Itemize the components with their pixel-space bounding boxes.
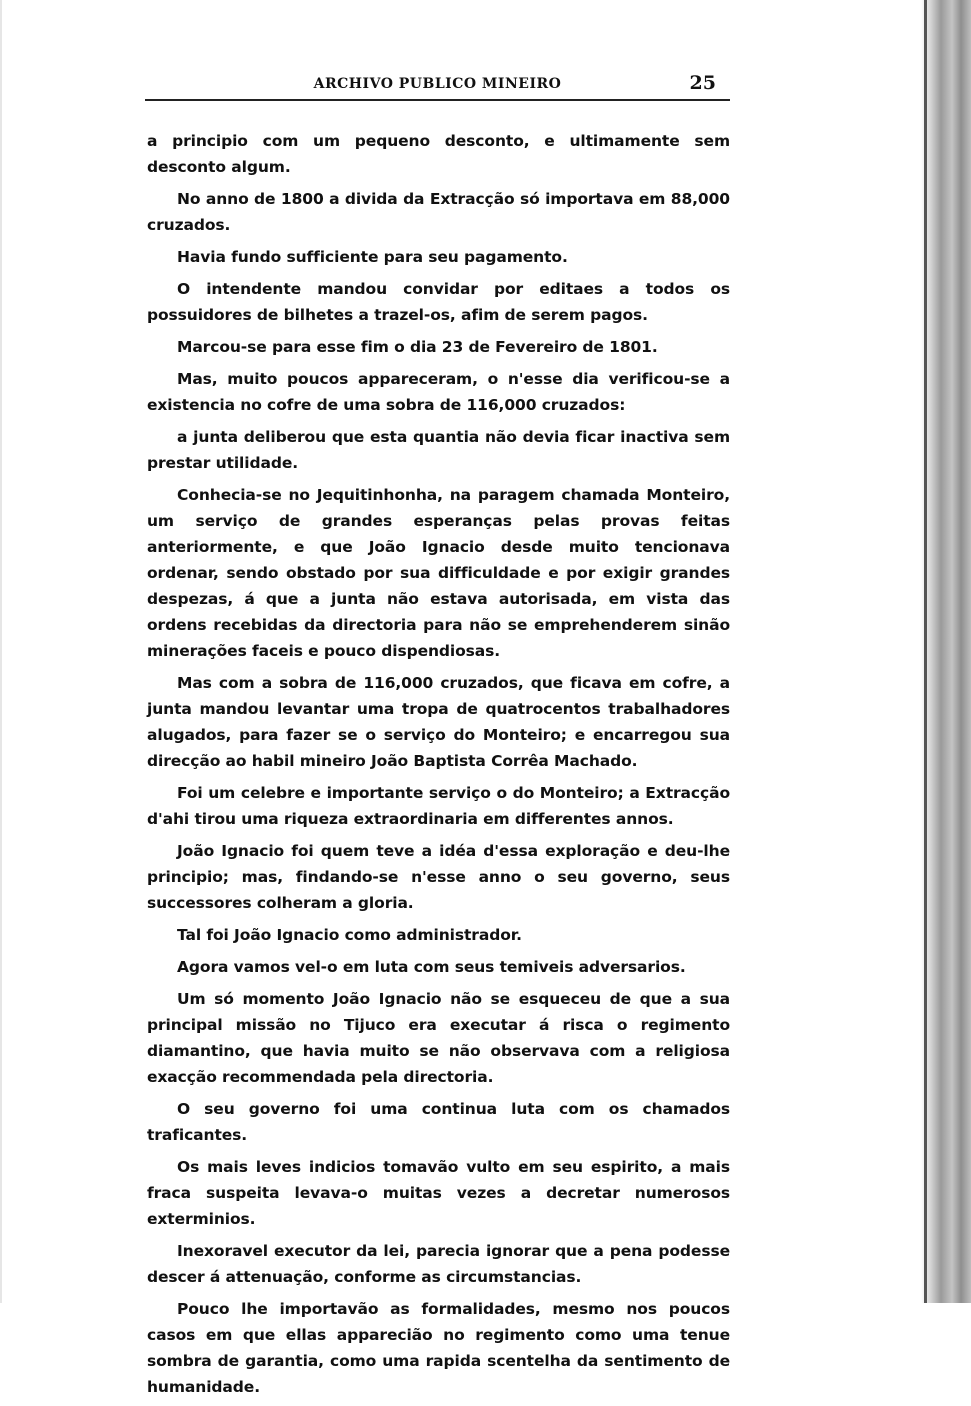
paragraph: Agora vamos vel-o em luta com seus temiveis adversarios.: [177, 958, 686, 976]
paragraph: Mas, muito poucos appareceram, o n'esse dia verificou-se a existencia no cofre de uma sobra de 116,000 cruzados:: [147, 370, 730, 414]
paragraph: Um só momento João Ignacio não se esqueceu de que a sua principal missão no Tijuco era executar á risca o regimento diamantino, que havia muito se não observava com a religiosa exacção recommendada pela directoria.: [147, 990, 730, 1086]
paragraph: Conhecia-se no Jequitinhonha, na paragem chamada Monteiro, um serviço de grandes esperanças pelas provas feitas anteriormente, e que João Ignacio desde muito tencionava ordenar, sendo obstado por sua difficuldade e por exigir grandes despezas, á que a junta não estava autorisada, em vista das ordens recebidas da directoria para não se emprehenderem sinão minerações faceis e pouco dispendiosas.: [147, 486, 730, 660]
paragraph: O seu governo foi uma continua luta com os chamados traficantes.: [147, 1100, 730, 1144]
paragraph: Mas com a sobra de 116,000 cruzados, que ficava em cofre, a junta mandou levantar uma tropa de quatrocentos trabalhadores alugados, para fazer se o serviço do Monteiro; e encarregou sua direcção ao habil mineiro João Baptista Corrêa Machado.: [147, 674, 730, 770]
paragraph: Tal foi João Ignacio como administrador.: [177, 926, 522, 944]
paragraph: a principio com um pequeno desconto, e ultimamente sem desconto algum.: [147, 132, 730, 176]
paragraph: O intendente mandou convidar por editaes a todos os possuidores de bilhetes a trazel-os, afim de serem pagos.: [147, 280, 730, 324]
paragraph: a junta deliberou que esta quantia não devia ficar inactiva sem prestar utilidade.: [147, 428, 730, 472]
page-number: 25: [689, 72, 716, 94]
text-body: [147, 128, 730, 1406]
page-header: [145, 72, 730, 94]
paragraph: Pouco lhe importavão as formalidades, mesmo nos poucos casos em que ellas apparecião no regimento como uma tenue sombra de garantia, como uma rapida scentelha da sentimento de humanidade.: [147, 1300, 730, 1396]
header-rule: [145, 99, 730, 101]
scan-gutter-line: [924, 0, 927, 1303]
paragraph: Os mais leves indicios tomavão vulto em seu espirito, a mais fraca suspeita levava-o muitas vezes a decretar numerosos exterminios.: [147, 1158, 730, 1228]
paragraph: Foi um celebre e importante serviço o do Monteiro; a Extracção d'ahi tirou uma riqueza extraordinaria em differentes annos.: [147, 784, 730, 828]
scan-left-border: [0, 0, 2, 1303]
scan-page-edge: [921, 0, 971, 1303]
paragraph: Marcou-se para esse fim o dia 23 de Fevereiro de 1801.: [177, 338, 658, 356]
paragraph: João Ignacio foi quem teve a idéa d'essa exploração e deu-lhe principio; mas, findando-se n'esse anno o seu governo, seus successores colheram a gloria.: [147, 842, 730, 912]
paragraph: No anno de 1800 a divida da Extracção só importava em 88,000 cruzados.: [147, 190, 730, 234]
running-head: ARCHIVO PUBLICO MINEIRO: [313, 76, 562, 92]
paragraph: Inexoravel executor da lei, parecia ignorar que a pena podesse descer á attenuação, conforme as circumstancias.: [147, 1242, 730, 1286]
paragraph: Havia fundo sufficiente para seu pagamento.: [177, 248, 568, 266]
